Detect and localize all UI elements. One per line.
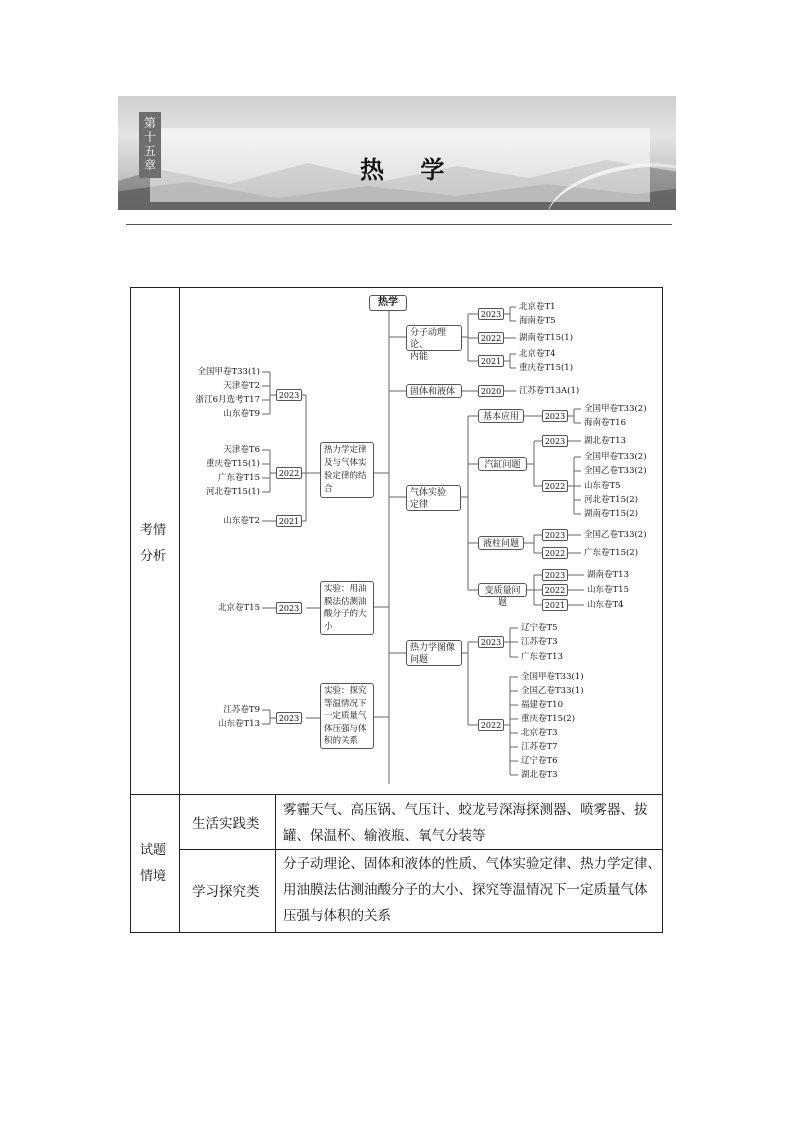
sub-basic-application: 基本应用: [478, 409, 524, 423]
year-badge: 2021: [478, 355, 504, 367]
exam-ref: 天津卷T2: [223, 381, 260, 391]
year-badge: 2023: [276, 712, 302, 724]
exam-ref: 江苏卷T13A(1): [519, 386, 580, 396]
exam-ref: 山东卷T13: [218, 719, 260, 729]
exam-ref: 重庆卷T15(2): [521, 714, 576, 724]
exam-ref: 河北卷T15(2): [584, 495, 639, 505]
node-line: 等温情况下: [324, 698, 367, 709]
exam-ref: 山东卷T2: [223, 516, 260, 526]
node-line: 热力学图像: [410, 643, 456, 653]
node-line: 实验：探究: [324, 686, 367, 696]
node-line: 酸分子的大: [324, 609, 367, 619]
year-badge: 2022: [478, 332, 504, 344]
exam-ref: 广东卷T13: [521, 652, 563, 662]
year-badge: 2023: [478, 308, 504, 320]
exam-ref: 全国甲卷T33(2): [584, 452, 647, 462]
exam-ref: 湖南卷T15(2): [584, 509, 639, 519]
topic-molecular-theory: [406, 325, 462, 362]
year-badge: 2023: [276, 389, 302, 401]
exam-ref: 江苏卷T9: [223, 705, 260, 715]
exam-ref: 海南卷T16: [584, 418, 626, 428]
row-label-line: 考情: [140, 523, 167, 538]
topic-solid-liquid: 固体和液体: [406, 384, 462, 398]
exam-ref: 湖南卷T13: [587, 570, 629, 580]
year-badge: 2021: [276, 515, 302, 527]
text-line: 分子动理论、固体和液体的性质、气体实验定律、热力学定律、: [283, 856, 661, 872]
exam-ref: 辽宁卷T5: [521, 623, 558, 633]
exam-ref: 江苏卷T3: [521, 637, 558, 647]
exam-ref: 全国甲卷T33(2): [584, 404, 647, 414]
node-line: 定律: [410, 500, 429, 510]
exam-ref: 山东卷T15: [587, 585, 629, 595]
node-line: 膜法估测油: [324, 596, 367, 607]
node-line: 内能: [410, 352, 429, 362]
study-inquiry-label: 学习探究类: [192, 884, 260, 900]
node-line: 体压强与体: [324, 723, 367, 734]
year-badge: 2022: [542, 480, 568, 492]
year-badge: 2022: [542, 584, 568, 596]
node-line: 验定律的结: [324, 471, 367, 481]
topic-thermo-laws: [320, 442, 374, 498]
year-badge: 2023: [542, 529, 568, 541]
exam-ref: 海南卷T5: [519, 316, 556, 326]
mindmap-root: 热学: [369, 295, 407, 311]
row-label-line: 试题: [140, 843, 167, 858]
topic-isothermal-experiment: [320, 683, 374, 749]
node-line: 小: [324, 621, 333, 632]
exam-ref: 湖北卷T3: [521, 770, 558, 780]
year-badge: 2023: [276, 602, 302, 614]
exam-ref: 福建卷T10: [521, 700, 563, 710]
year-badge: 2020: [478, 385, 504, 397]
year-badge: 2022: [542, 547, 568, 559]
topic-thermo-graphs: [406, 640, 462, 666]
text-line: 雾霾天气、高压锅、气压计、蛟龙号深海探测器、喷雾器、拔: [283, 802, 648, 818]
row-label-line: 情境: [140, 869, 167, 884]
text-line: 压强与体积的关系: [283, 908, 391, 924]
exam-ref: 湖北卷T13: [584, 436, 626, 446]
year-badge: 2023: [542, 435, 568, 447]
exam-ref: 全国乙卷T33(2): [584, 530, 647, 540]
chapter-title: 热 学: [360, 155, 459, 184]
exam-ref: 全国乙卷T33(2): [584, 466, 647, 476]
node-line: 及与气体实: [324, 458, 367, 468]
node-line: 热力学定律: [324, 445, 367, 455]
exam-ref: 重庆卷T15(1): [205, 459, 260, 469]
chapter-char: 章: [143, 158, 156, 172]
sub-variable-mass: 变质量问题: [478, 583, 527, 597]
topic-oil-film-experiment: [320, 581, 374, 635]
exam-ref: 全国甲卷T33(1): [197, 367, 260, 377]
node-line: 实验：用油: [324, 584, 367, 594]
node-line: 气体实验: [410, 488, 447, 498]
exam-ref: 全国乙卷T33(1): [521, 686, 584, 696]
life-practice-label: 生活实践类: [192, 816, 260, 832]
exam-ref: 北京卷T3: [521, 728, 558, 738]
year-badge: 2023: [542, 410, 568, 422]
year-badge: 2023: [542, 569, 568, 581]
exam-ref: 天津卷T6: [223, 445, 260, 455]
chapter-char: 十: [143, 130, 156, 144]
exam-ref: 浙江6月选考T17: [195, 395, 260, 405]
topic-gas-laws: [406, 485, 461, 511]
sub-liquid-column: 液柱问题: [478, 536, 524, 550]
sub-cylinder-problem: 汽缸问题: [478, 457, 527, 471]
node-line: 分子动理论、: [410, 328, 447, 350]
row-label-line: 分析: [140, 549, 167, 564]
chapter-char: 五: [143, 144, 156, 158]
exam-ref: 北京卷T15: [218, 603, 260, 613]
exam-ref: 山东卷T9: [223, 409, 260, 419]
exam-ref: 广东卷T15(2): [584, 548, 639, 558]
exam-ref: 北京卷T1: [519, 302, 556, 312]
text-line: 用油膜法估测油酸分子的大小、探究等温情况下一定质量气体: [283, 882, 648, 898]
exam-ref: 北京卷T4: [519, 349, 556, 359]
exam-ref: 辽宁卷T6: [521, 756, 558, 766]
exam-ref: 河北卷T15(1): [205, 487, 260, 497]
exam-ref: 重庆卷T15(1): [519, 363, 574, 373]
year-badge: 2021: [542, 599, 568, 611]
exam-ref: 山东卷T4: [587, 600, 624, 610]
text-line: 罐、保温杯、输液瓶、氧气分装等: [283, 828, 486, 844]
exam-ref: 湖南卷T15(1): [519, 333, 574, 343]
node-line: 一定质量气: [324, 711, 367, 721]
exam-ref: 江苏卷T7: [521, 742, 558, 752]
year-badge: 2022: [276, 467, 302, 479]
exam-ref: 山东卷T5: [584, 481, 621, 491]
exam-ref: 全国甲卷T33(1): [521, 672, 584, 682]
exam-ref: 广东卷T15: [218, 473, 260, 483]
year-badge: 2023: [478, 636, 504, 648]
node-line: 合: [324, 484, 333, 494]
node-line: 积的关系: [324, 736, 359, 746]
year-badge: 2022: [478, 719, 504, 731]
node-line: 问题: [410, 655, 429, 665]
chapter-char: 第: [143, 116, 156, 130]
